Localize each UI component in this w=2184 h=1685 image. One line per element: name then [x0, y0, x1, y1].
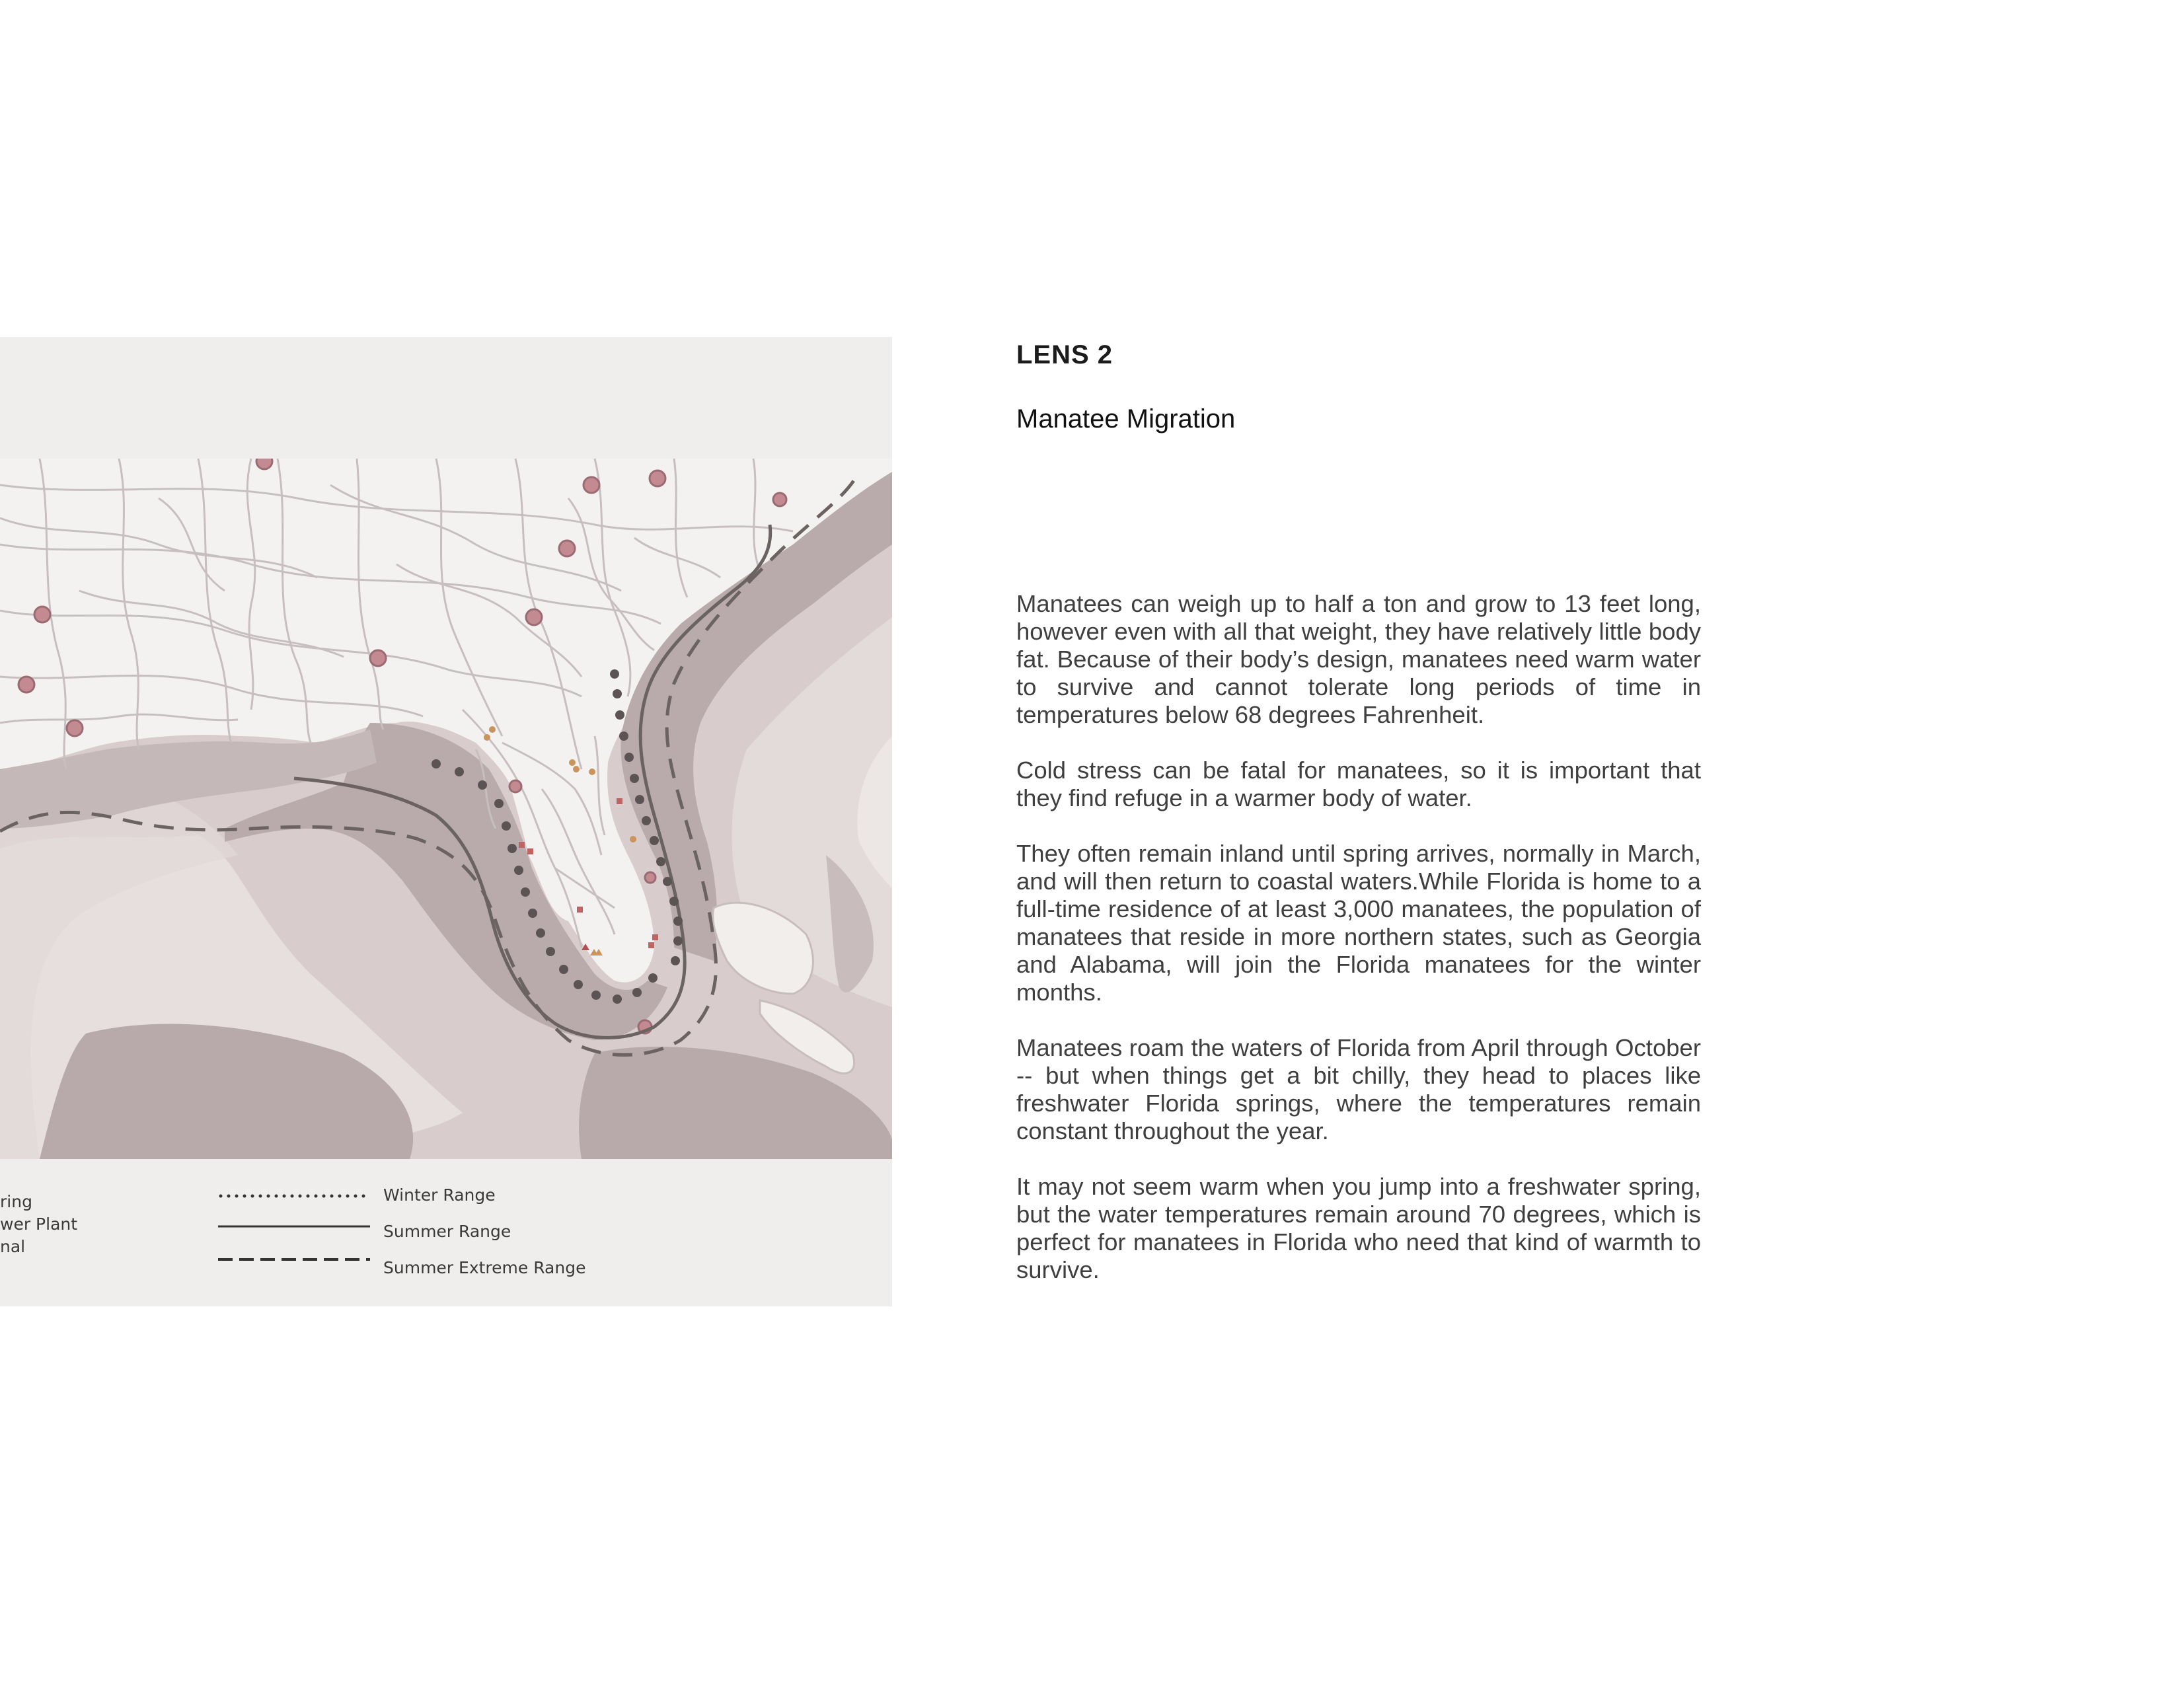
legend-item-canal: nal	[0, 1237, 26, 1256]
legend-summer-extreme-range: Summer Extreme Range	[383, 1258, 586, 1277]
paragraph: It may not seem warm when you jump into a freshwater spring, but the water temperatures remain around 70 degrees, which is perfect for manatees in Florida who need that kind of warmth to survive.	[1016, 1173, 1701, 1283]
legend-line-samples	[218, 1189, 371, 1262]
paragraph: Cold stress can be fatal for manatees, so it is important that they find refuge in a warmer body of water.	[1016, 757, 1701, 811]
body-text	[1016, 590, 1701, 1312]
paragraph: Manatees can weigh up to half a ton and grow to 13 feet long, however even with all that weight, they have relatively little body fat. Because of their body’s design, manatees need warm water to survive and cannot tolerate long periods of time in temperatures below 68 degrees Fahrenheit.	[1016, 590, 1701, 728]
page-title: Manatee Migration	[1016, 404, 1236, 433]
paragraph: Manatees roam the waters of Florida from April through October -- but when things get a bit chilly, they head to places like freshwater Florida springs, where the temperatures remain constant throughout the year.	[1016, 1034, 1701, 1144]
legend-item-springs: ring	[0, 1192, 32, 1211]
paragraph: They often remain inland until spring arrives, normally in March, and will then return to coastal waters.While Florida is home to a full-time residence of at least 3,000 manatees, the population of manatees that reside in more northern states, such as Georgia and Alabama, will join the Florida manatees for the winter months.	[1016, 840, 1701, 1006]
legend-winter-range: Winter Range	[383, 1185, 496, 1205]
lens-label: LENS 2	[1016, 340, 1113, 369]
legend-item-power-plant: wer Plant	[0, 1215, 78, 1234]
manatee-range-map	[0, 459, 892, 1159]
legend-summer-range: Summer Range	[383, 1222, 511, 1241]
